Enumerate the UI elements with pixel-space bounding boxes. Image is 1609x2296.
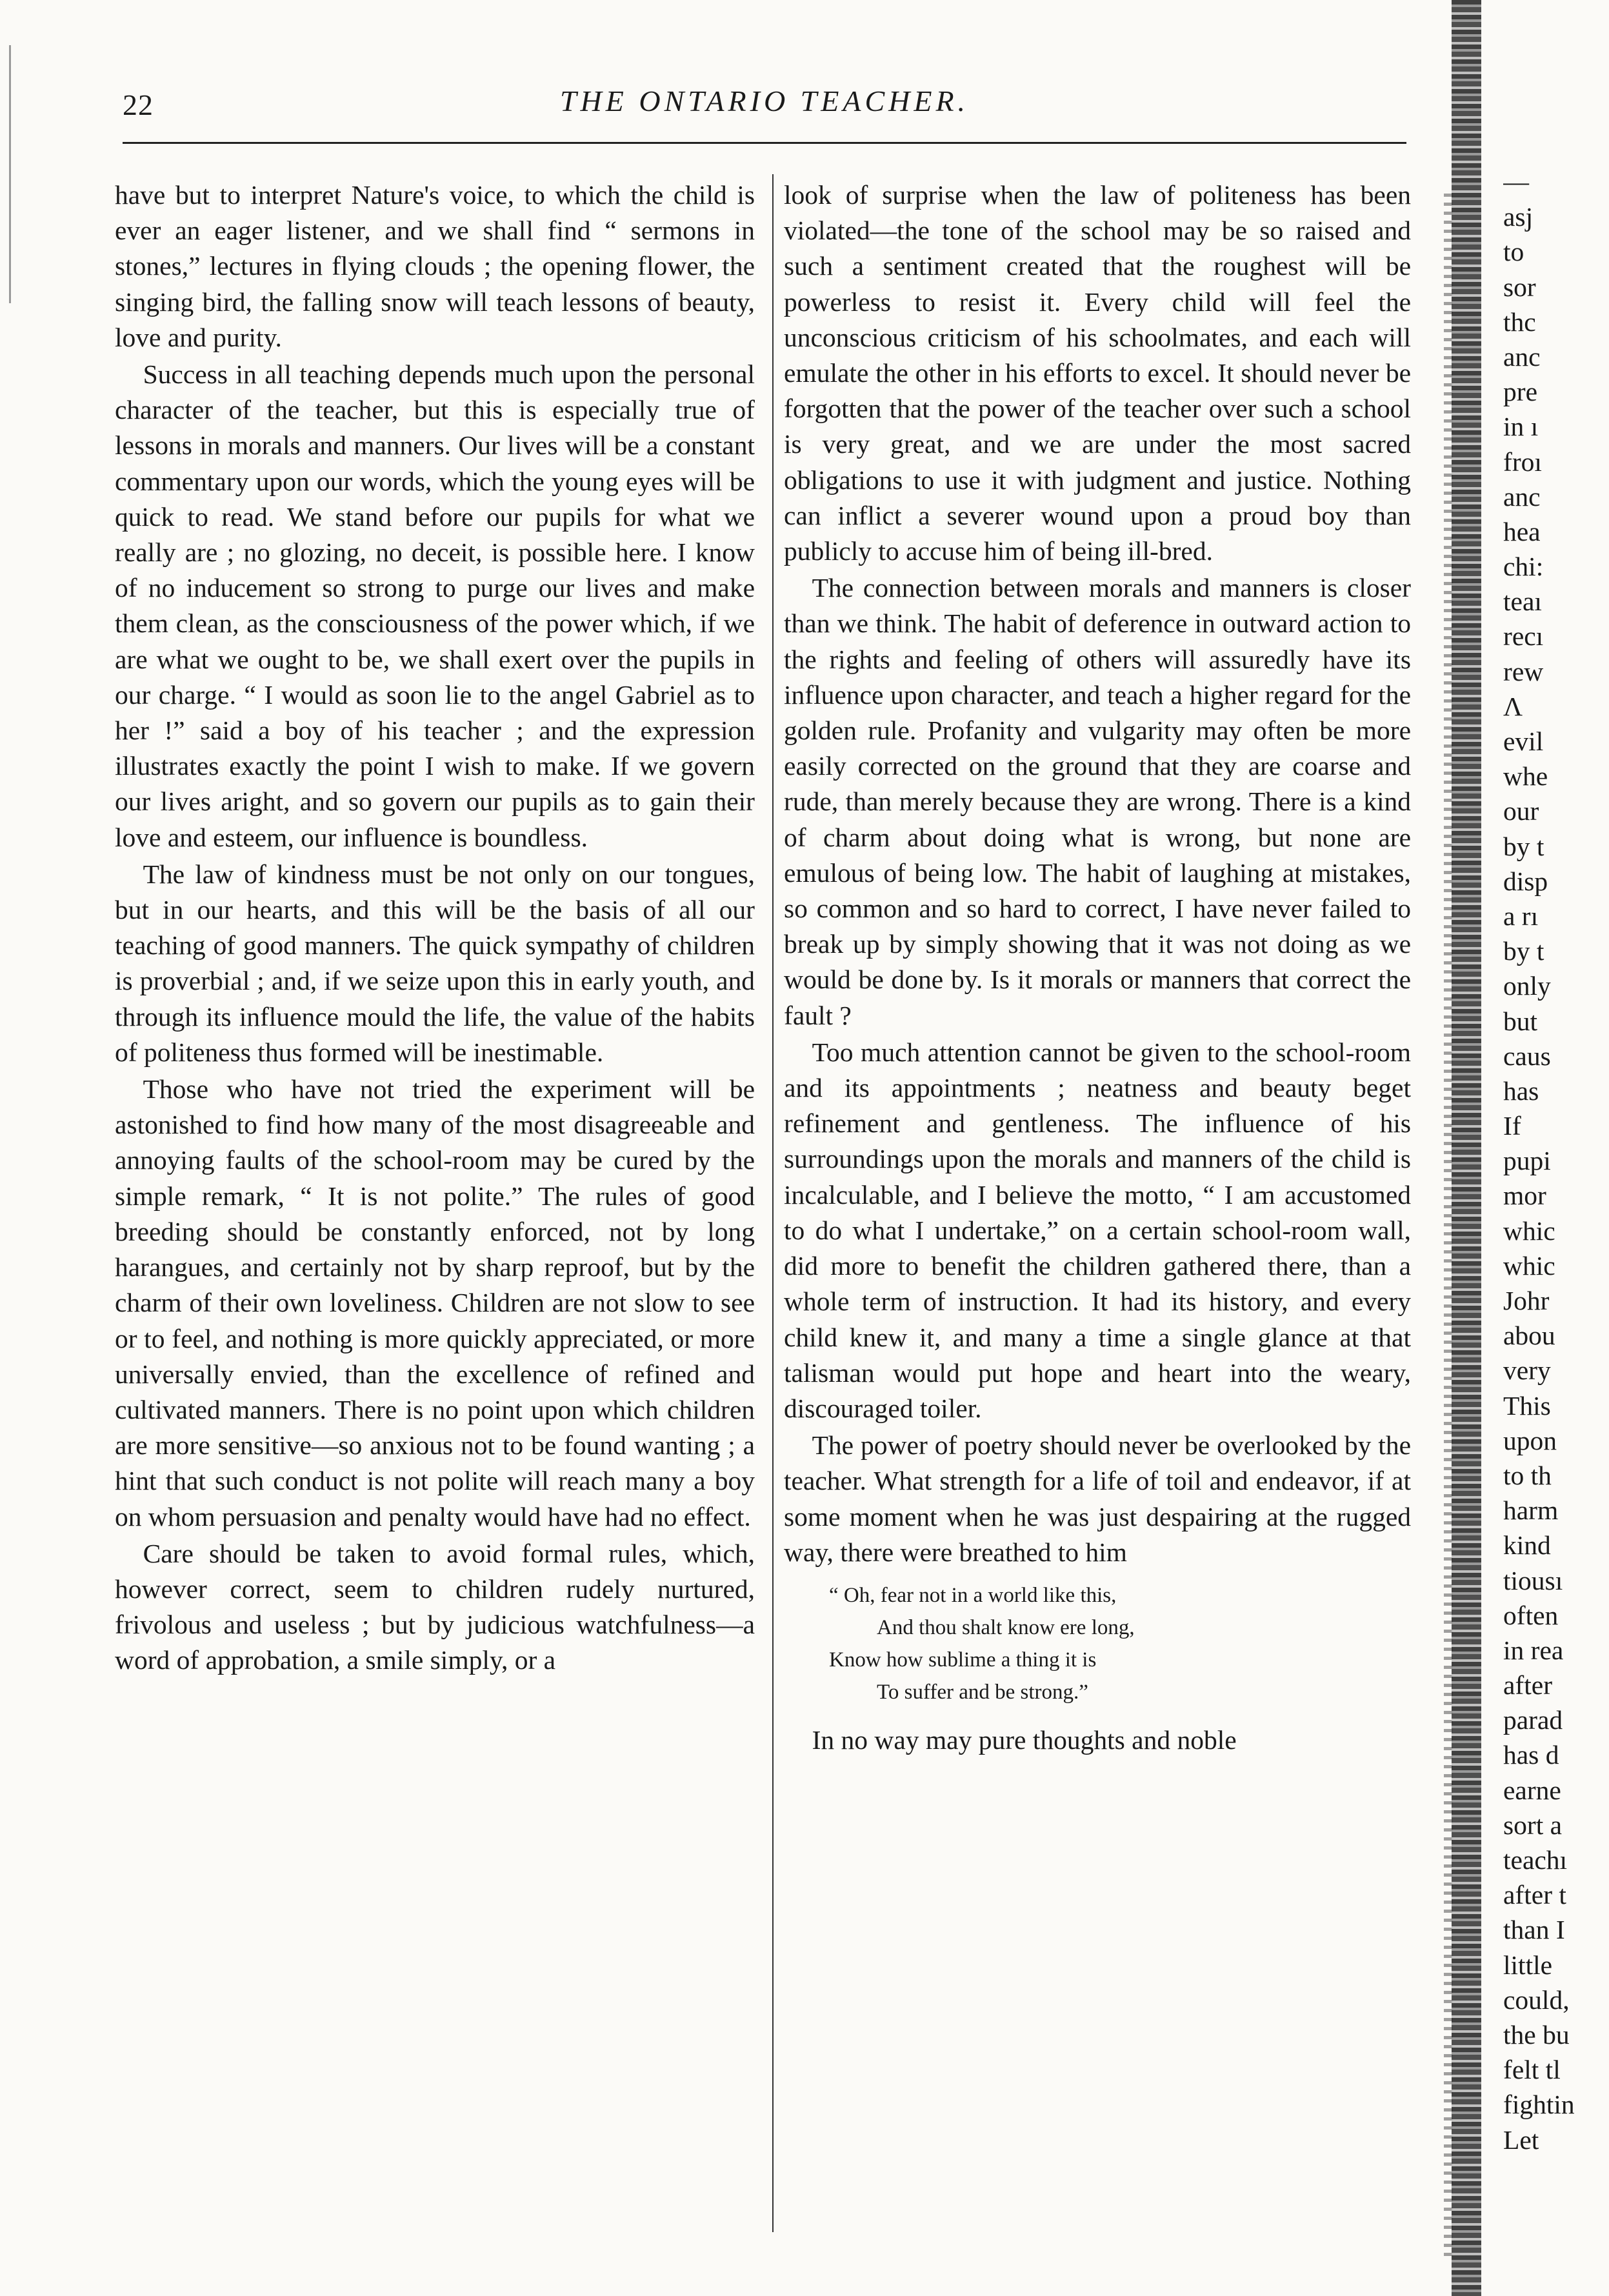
text-fragment: rew — [1503, 656, 1544, 686]
text-fragment: in ı — [1503, 412, 1539, 442]
paragraph: look of surprise when the law of politeness has been violated—the tone of the school may be so raised and such a sentiment created that the roughest will be powerless to resist it. Every child will feel the unconscious criticism of his schoolmates, and each will emulate the other in his efforts to excel. It should never be forgotten that the power of the teacher over such a school is very great, and we are under the most sacred obligations to use it with judgment and justice. Nothing can inflict a severer wound upon a proud boy than publicly to accuse him of being ill-bred. — [784, 180, 1411, 566]
text-fragment: whe — [1503, 761, 1548, 792]
text-fragment: abou — [1503, 1321, 1555, 1351]
text-fragment: caus — [1503, 1041, 1551, 1071]
running-header — [123, 79, 1406, 124]
text-fragment: chi: — [1503, 552, 1544, 582]
page-number: 22 — [123, 88, 154, 121]
text-fragment: a rı — [1503, 901, 1539, 931]
verse-line: To suffer and be strong.” — [877, 1680, 1088, 1704]
text-fragment: kind — [1503, 1530, 1551, 1561]
text-fragment: whic — [1503, 1215, 1555, 1246]
paragraph: Care should be taken to avoid formal rules, which, however correct, seem to children rudely nurtured, frivolous and useless ; but by judicious watchfulness—a word of approbation, a smile simply, or a — [115, 1538, 755, 1675]
paragraph: The connection between morals and manners is closer than we think. The habit of deference in outward action to the rights and feeling of others will assuredly have its influence upon character, and teach a higher regard for the golden rule. Profanity and vulgarity may often be more easily corrected on the ground that they are coarse and rude, than merely because they are wrong. There is a kind of charm about doing what is wrong, but none are emulous of being low. The habit of laughing at mistakes, so common and so hard to correct, I have never failed to break up by simply showing that it was not doing as we would be done by. Is it morals or manners that correct the fault ? — [784, 573, 1411, 1030]
text-fragment: but — [1503, 1006, 1538, 1036]
text-fragment: often — [1503, 1600, 1559, 1630]
verse-line: “ Oh, fear not in a world like this, — [829, 1583, 1117, 1607]
text-fragment: fightin — [1503, 2090, 1575, 2120]
middle-column — [784, 177, 1411, 1758]
text-fragment: upon — [1503, 1425, 1557, 1455]
text-fragment: to — [1503, 237, 1524, 267]
text-fragment: very — [1503, 1355, 1551, 1386]
verse-line: Know how sublime a thing it is — [829, 1648, 1097, 1672]
text-fragment: in rea — [1503, 1635, 1564, 1665]
text-fragment: disp — [1503, 866, 1548, 896]
facing-page-fragment — [1503, 165, 1609, 2157]
text-fragment: Johr — [1503, 1286, 1550, 1315]
text-fragment: This — [1503, 1390, 1551, 1421]
text-fragment: teachı — [1503, 1845, 1568, 1875]
text-fragment: hea — [1503, 516, 1541, 546]
paragraph: The law of kindness must be not only on our tongues, but in our hearts, and this will be the basis of all our teaching of good manners. The quick sympathy of children is proverbial ; and, if we seize upon this in early youth, and through its influence mould the life, the value of the habits of politeness thus formed will be inestimable. — [115, 859, 755, 1067]
paragraph: Too much attention cannot be given to the school-room and its appointments ; neatness and beauty beget refinement and gentleness. The influence of his surroundings upon the morals and manners of the child is incalculable, and I believe the motto, “ I am accustomed to do what I undertake,” on a certain school-room wall, did more to benefit the children gathered there, than a whole term of instruction. It had its history, and every child knew it, and many a time a single glance at that talisman would put hope and heart into the weary, discouraged toiler. — [784, 1037, 1411, 1423]
text-fragment: our — [1503, 796, 1539, 826]
text-fragment: whic — [1503, 1250, 1555, 1281]
text-fragment: only — [1503, 971, 1551, 1001]
paragraph: have but to interpret Nature's voice, to which the child is ever an eager listener, and we shall find “ sermons in stones,” lectures in flying clouds ; the opening flower, the singing bird, the falling snow will teach lessons of beauty, love and purity. — [115, 180, 755, 352]
text-fragment: parad — [1503, 1705, 1563, 1735]
text-fragment: pre — [1503, 377, 1537, 407]
text-fragment: mor — [1503, 1181, 1546, 1211]
text-fragment: harm — [1503, 1495, 1559, 1526]
text-fragment: has — [1503, 1075, 1539, 1106]
text-fragment: little — [1503, 1950, 1553, 1980]
text-fragment: anc — [1503, 341, 1541, 372]
text-fragment: recı — [1503, 621, 1544, 652]
text-fragment: tiousı — [1503, 1565, 1563, 1595]
paragraph: The power of poetry should never be overlooked by the teacher. What strength for a life of toil and endeavor, if at some moment when he was just despairing at the rugged way, there were breathed to him — [784, 1430, 1411, 1567]
text-fragment: by t — [1503, 831, 1544, 861]
text-fragment: evil — [1503, 726, 1544, 756]
text-fragment: — — [1503, 167, 1529, 196]
text-fragment: asj — [1503, 202, 1534, 232]
text-fragment: froı — [1503, 446, 1542, 477]
text-fragment: sort a — [1503, 1810, 1563, 1840]
text-fragment: pupi — [1503, 1146, 1551, 1176]
paragraph: In no way may pure thoughts and noble — [812, 1724, 1237, 1755]
text-fragment: thc — [1503, 306, 1536, 337]
text-fragment: has d — [1503, 1740, 1559, 1770]
text-fragment: If — [1503, 1111, 1521, 1141]
column-divider — [772, 174, 774, 2232]
text-fragment: Let — [1503, 2124, 1539, 2155]
text-fragment: after t — [1503, 1880, 1566, 1910]
journal-title: THE ONTARIO TEACHER. — [559, 85, 970, 117]
left-column — [115, 177, 755, 1679]
margin-mark — [9, 45, 11, 303]
text-fragment: could, — [1503, 1984, 1570, 2015]
verse-line: And thou shalt know ere long, — [877, 1615, 1135, 1639]
text-fragment: anc — [1503, 481, 1541, 512]
text-fragment: than I — [1503, 1915, 1565, 1945]
text-fragment: teaı — [1503, 586, 1542, 617]
book-binding-edge — [1452, 0, 1481, 2296]
text-fragment: sor — [1503, 272, 1536, 302]
text-fragment: by t — [1503, 936, 1544, 966]
poem-quote — [784, 1579, 1411, 1708]
paragraph: Those who have not tried the experiment will be astonished to find how many of the most disagreeable and annoying faults of the school-room may be cured by the simple remark, “ It is not polite.” The rules of good breeding should be constantly enforced, not by long harangues, and certainly not by sharp reproof, but by the charm of their own loveliness. Children are not slow to see or to feel, and nothing is more quickly appreciated, or more universally envied, than the excellence of refined and cultivated manners. There is no point upon which children are more sensitive—so anxious not to be found wanting ; a hint that such conduct is not polite will reach many a boy on whom persuasion and penalty would have had no effect. — [115, 1074, 755, 1532]
text-fragment: earne — [1503, 1775, 1561, 1805]
text-fragment: Λ — [1503, 691, 1523, 721]
text-fragment: to th — [1503, 1460, 1552, 1490]
header-rule — [123, 142, 1406, 144]
text-fragment: the bu — [1503, 2019, 1570, 2050]
text-fragment: felt tl — [1503, 2055, 1561, 2085]
paragraph: Success in all teaching depends much upon the personal character of the teacher, but this is especially true of lessons in morals and manners. Our lives will be a constant commentary upon our words, which the young eyes will be quick to read. We stand before our pupils for what we really are ; no glozing, no deceit, is possible here. I know of no inducement so strong to purge our lives and make them clean, as the consciousness of the power which, if we are what we ought to be, we shall exert over the pupils in our charge. “ I would as soon lie to the angel Gabriel as to her !” said a boy of his teacher ; and the expression illustrates exactly the point I wish to make. If we govern our lives aright, and so govern our pupils as to gain their love and esteem, our influence is boundless. — [115, 359, 755, 852]
text-fragment: after — [1503, 1670, 1553, 1701]
